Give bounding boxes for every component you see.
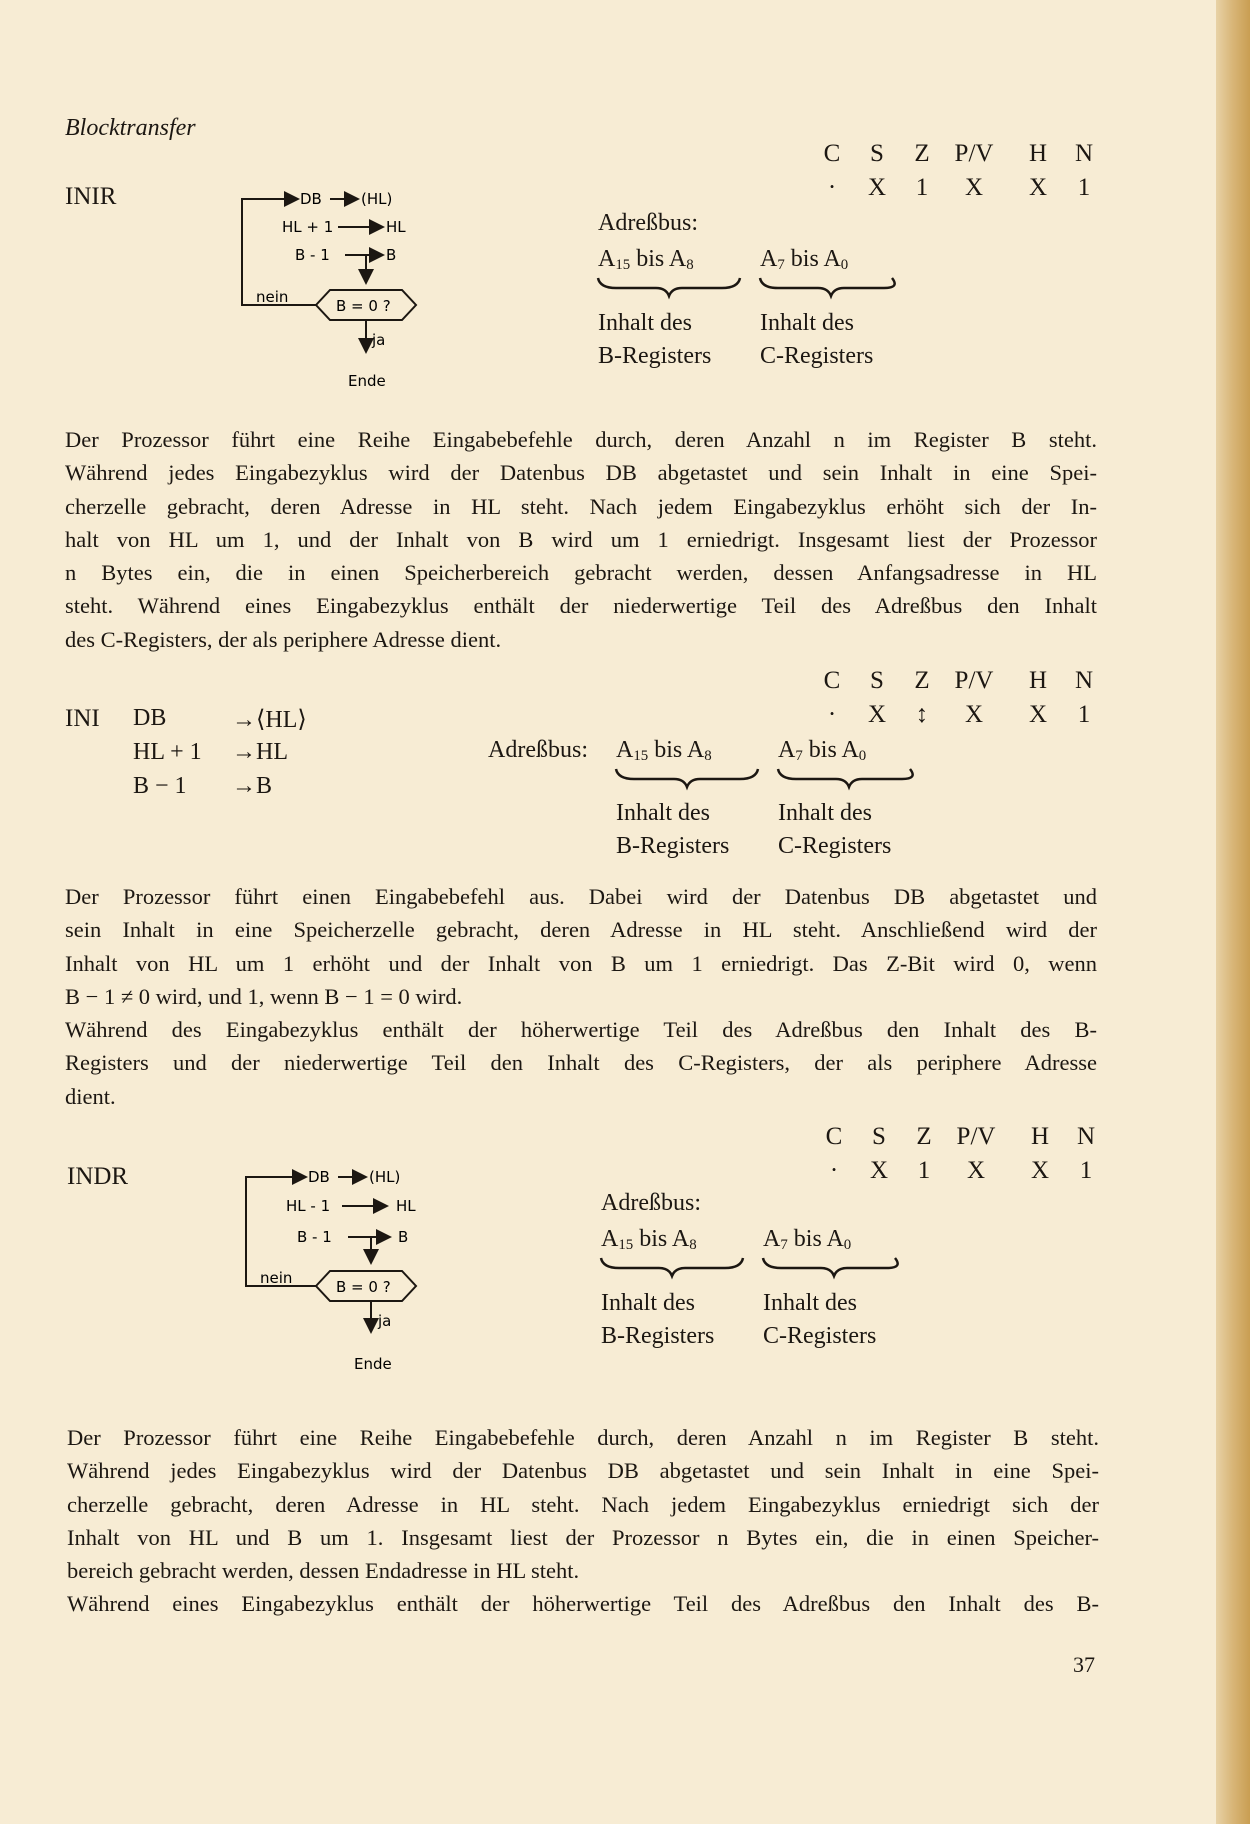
- formula-ini: DB →⟨HL⟩ HL + 1 →HL B − 1 →B: [133, 705, 307, 799]
- bus-high-inir: $A_{15}$ bis $A_8$: [598, 246, 694, 273]
- svg-text:Ende: Ende: [348, 372, 386, 390]
- brace-ini: [614, 767, 914, 791]
- svg-text:(HL): (HL): [361, 190, 393, 208]
- svg-text:B - 1: B - 1: [297, 1228, 332, 1246]
- bus-high-ini: $A_{15}$ bis $A_8$: [616, 737, 712, 764]
- bus-high-indr: $A_{15}$ bis $A_8$: [601, 1226, 697, 1253]
- bus-low-indr: $A_7$ bis $A_0$: [763, 1226, 852, 1253]
- svg-text:nein: nein: [260, 1269, 293, 1287]
- svg-text:HL: HL: [386, 218, 406, 236]
- svg-text:B = 0 ?: B = 0 ?: [336, 297, 391, 315]
- svg-text:HL: HL: [396, 1197, 416, 1215]
- svg-text:B: B: [398, 1228, 409, 1246]
- address-bus-ini: Adreßbus: $A_{15}$ bis $A_8$ $A_7$ bis $A_0$ Inhalt des B-Registers Inhalt des C-Registers: [0, 737, 1250, 867]
- svg-text:B: B: [386, 246, 397, 264]
- flags-ini: C S Z P/V H N · X ↕ X X 1: [823, 667, 1094, 728]
- svg-text:B = 0 ?: B = 0 ?: [336, 1278, 391, 1296]
- page-number: 37: [1073, 1652, 1095, 1677]
- bus-low-ini: $A_7$ bis $A_0$: [778, 737, 867, 764]
- svg-text:HL - 1: HL - 1: [286, 1197, 331, 1215]
- svg-text:ja: ja: [372, 331, 386, 349]
- flags-inir: C S Z P/V H N · X 1 X X 1: [823, 140, 1094, 201]
- paragraph-inir: Der Prozessor führt eine Reihe Eingabebefehle durch, deren Anzahl n im Register B steht. Während jedes Eingabezyklus wird der Datenbus DB abgetastet und sein Inhalt in eine Spei- cherzelle gebracht, deren Adresse in HL steht. Nach jedem Eingabezyklus erhöht sich der In- halt von HL um 1, und der Inhalt von B wird um 1 erniedrigt. Insgesamt liest der Prozessor n Bytes ein, die in einen Speicherbereich gebracht werden, dessen Anfangsadresse in HL steht. Während eines Eingabezyklus enthält der niederwertige Teil des Adreßbus den Inhalt des C-Registers, der als periphere Adresse dient.: [65, 427, 1097, 652]
- address-bus-inir: Adreßbus: $A_{15}$ bis $A_8$ $A_7$ bis $A_0$ Inhalt des B-Registers Inhalt des C-Registers: [0, 210, 1250, 370]
- bus-low-inir: $A_7$ bis $A_0$: [760, 246, 849, 273]
- section-heading: Blocktransfer: [65, 115, 196, 141]
- svg-text:DB: DB: [308, 1168, 330, 1186]
- svg-text:HL + 1: HL + 1: [282, 218, 334, 236]
- instruction-name-ini: INI: [65, 705, 100, 732]
- instruction-name-indr: INDR: [67, 1163, 129, 1190]
- svg-text:(HL): (HL): [369, 1168, 401, 1186]
- address-bus-indr: Adreßbus: $A_{15}$ bis $A_8$ $A_7$ bis $A_0$ Inhalt des B-Registers Inhalt des C-Registers: [0, 1190, 1250, 1350]
- brace-inir: [596, 276, 896, 300]
- svg-text:nein: nein: [256, 288, 289, 306]
- paragraph-indr: Der Prozessor führt eine Reihe Eingabebefehle durch, deren Anzahl n im Register B steht. Während jedes Eingabezyklus wird der Datenbus DB abgetastet und sein Inhalt in eine Spei- cherzelle gebracht, deren Adresse in HL steht. Nach jedem Eingabezyklus erniedrigt sich der Inhalt von HL und B um 1. Insgesamt liest der Prozessor n Bytes ein, die in einen Speicher- bereich gebracht werden, dessen Endadresse in HL steht. Während eines Eingabezyklus enthält der höherwertige Teil des Adreßbus den Inhalt des B-: [67, 1425, 1099, 1617]
- paragraph-ini: Der Prozessor führt einen Eingabebefehl aus. Dabei wird der Datenbus DB abgetastet und sein Inhalt in eine Speicherzelle gebracht, deren Adresse in HL steht. Anschließend wird der Inhalt von HL um 1 erhöht und der Inhalt von B um 1 erniedrigt. Das Z-Bit wird 0, wenn B − 1 ≠ 0 wird, und 1, wenn B − 1 = 0 wird. Während des Eingabezyklus enthält der höherwertige Teil des Adreßbus den Inhalt des B- Registers und der niederwertige Teil den Inhalt des C-Registers, der als periphere Adresse dient.: [65, 884, 1097, 1109]
- svg-text:ja: ja: [378, 1312, 392, 1330]
- svg-text:DB: DB: [300, 190, 322, 208]
- brace-indr: [599, 1256, 899, 1280]
- instruction-name-inir: INIR: [65, 183, 117, 210]
- flags-indr: C S Z P/V H N · X 1 X X 1: [825, 1123, 1096, 1184]
- svg-text:B - 1: B - 1: [295, 246, 330, 264]
- svg-text:Ende: Ende: [354, 1355, 392, 1373]
